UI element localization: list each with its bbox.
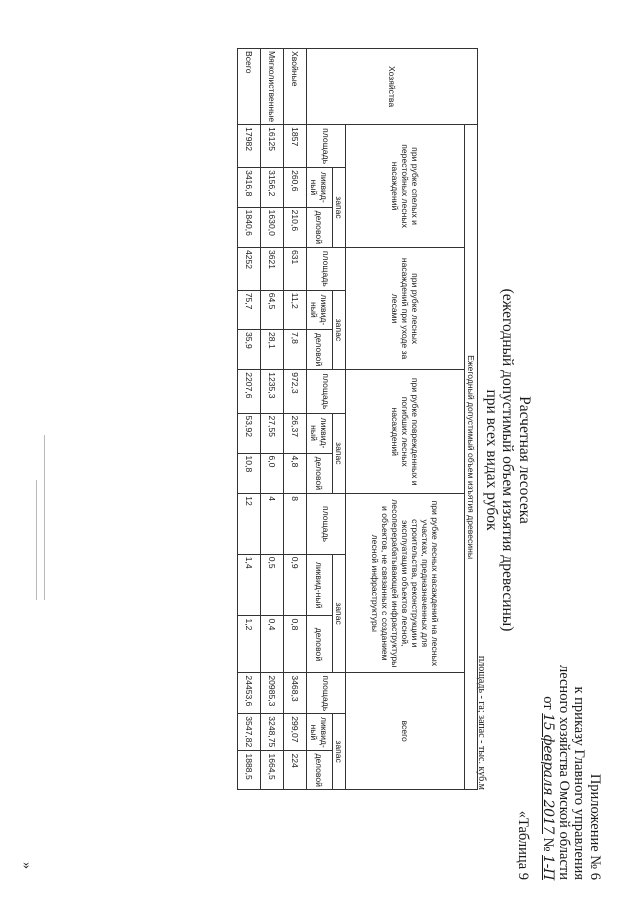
table-cell: 2207,6 <box>238 370 261 413</box>
table-cell: 6,0 <box>261 453 284 494</box>
table-cell: 3547,82 <box>238 714 261 751</box>
table-cell: 972,3 <box>284 370 307 413</box>
table-cell: 4,8 <box>284 453 307 494</box>
header-area: площадь <box>307 494 346 555</box>
table-cell: 8 <box>284 494 307 555</box>
table-cell: 260,6 <box>284 168 307 208</box>
header-group-mature: при рубке спелых и перестойных лесных насаждений <box>346 125 465 248</box>
header-stock: запас <box>333 714 346 790</box>
header-area: площадь <box>307 673 346 714</box>
table-cell: 1,2 <box>238 616 261 673</box>
header-liquid: ликвид-ный <box>307 554 333 616</box>
pencil-mark <box>36 480 37 600</box>
header-business: деловой <box>307 330 333 370</box>
header-group-construction: при рубке лесных насаждений на лесных участках, предназначенных для строительства, реконструкции и эксплуатации объектов лесной, лесоперерабатывающей инфраструктуры и объектов, не связанных с созданием лесной инфраструктуры <box>346 494 465 673</box>
header-stock: запас <box>333 413 346 494</box>
table-cell: 299,07 <box>284 714 307 751</box>
header-business: деловой <box>307 453 333 494</box>
order-line-2: лесного хозяйства Омской области <box>556 664 572 880</box>
header-area: площадь <box>307 247 346 290</box>
table-row <box>238 49 261 790</box>
header-stock: запас <box>333 290 346 370</box>
table-row <box>284 49 307 790</box>
handwritten-date: 15 февраля 2017 <box>540 713 557 834</box>
document-title <box>483 250 533 670</box>
title-line-2: (ежегодный допустимый объем изъятия древесины) <box>499 288 517 632</box>
title-line-1: Расчетная лесосека <box>516 396 533 524</box>
units-note: площадь - га; запас - тыс. куб.м <box>476 655 487 790</box>
table-cell: 1,4 <box>238 554 261 616</box>
header-stock: запас <box>333 168 346 248</box>
header-farm: Хозяйства <box>307 49 478 125</box>
header-stock: запас <box>333 554 346 673</box>
table-cell: 0,4 <box>261 616 284 673</box>
table-cell: 10,8 <box>238 453 261 494</box>
table-label: «Таблица 9 <box>515 810 531 880</box>
table-body <box>238 49 307 790</box>
header-area: площадь <box>307 125 346 168</box>
table-cell: 20985,3 <box>261 673 284 714</box>
table-row <box>261 49 284 790</box>
header-business: деловой <box>307 751 333 790</box>
header-liquid: ликвид-ный <box>307 290 333 329</box>
title-line-3: при всех видах рубок <box>483 389 500 531</box>
table-cell: 3156,2 <box>261 168 284 208</box>
table-cell: 16125 <box>261 125 284 168</box>
header-business: деловой <box>307 616 333 673</box>
table-cell: 1857 <box>284 125 307 168</box>
order-line-1: к приказу Главного управления <box>571 686 588 880</box>
table-cell: 64,5 <box>261 290 284 329</box>
header-area: площадь <box>307 370 346 413</box>
table-cell: 4252 <box>238 247 261 290</box>
table-cell: 224 <box>284 751 307 790</box>
table-cell: 12 <box>238 494 261 555</box>
table-cell: 1235,3 <box>261 370 284 413</box>
table-cell: 7,8 <box>284 330 307 370</box>
appendix-number: Приложение № 6 <box>587 773 603 880</box>
table-cell: 24453,6 <box>238 673 261 714</box>
table-cell: 53,92 <box>238 413 261 453</box>
header-business: деловой <box>307 207 333 247</box>
row-name: Всего <box>238 49 261 125</box>
table-cell: 1888,5 <box>238 751 261 790</box>
table-cell: 0,8 <box>284 616 307 673</box>
table-cell: 1630,0 <box>261 207 284 247</box>
table-cell: 75,7 <box>238 290 261 329</box>
header-liquid: ликвид-ный <box>307 714 333 751</box>
order-date-line: от 15 февраля 2017 № 1-П <box>540 696 557 880</box>
table-cell: 27,55 <box>261 413 284 453</box>
table-cell: 3248,75 <box>261 714 284 751</box>
table-cell: 35,9 <box>238 330 261 370</box>
row-name: Мягколиственные <box>261 49 284 125</box>
header-liquid: ликвид-ный <box>307 168 333 208</box>
table-cell: 17982 <box>238 125 261 168</box>
table-cell: 4 <box>261 494 284 555</box>
table-cell: 1664,5 <box>261 751 284 790</box>
handwritten-number: 1-П <box>540 855 557 880</box>
closing-quote: » <box>19 862 34 869</box>
header-group-damaged: при рубке поврежденных и погибших лесных насаждений <box>346 370 465 494</box>
table-cell: 631 <box>284 247 307 290</box>
header-liquid: ликвид-ный <box>307 413 333 453</box>
header-group-title: Ежегодный допустимый объем изъятия древесины <box>465 125 478 790</box>
header-group-total: всего <box>346 673 465 790</box>
harvest-table <box>237 48 478 790</box>
table-cell: 26,37 <box>284 413 307 453</box>
header-group-care: при рубке лесных насаждений при уходе за лесами <box>346 247 465 369</box>
table-cell: 3621 <box>261 247 284 290</box>
row-name: Хвойные <box>284 49 307 125</box>
table-cell: 0,5 <box>261 554 284 616</box>
table-cell: 3468,3 <box>284 673 307 714</box>
table-cell: 28,1 <box>261 330 284 370</box>
table-cell: 0,9 <box>284 554 307 616</box>
table-cell: 3416,8 <box>238 168 261 208</box>
table-cell: 1840,6 <box>238 207 261 247</box>
table-cell: 210,6 <box>284 207 307 247</box>
pencil-mark <box>44 435 45 600</box>
table-cell: 11,2 <box>284 290 307 329</box>
